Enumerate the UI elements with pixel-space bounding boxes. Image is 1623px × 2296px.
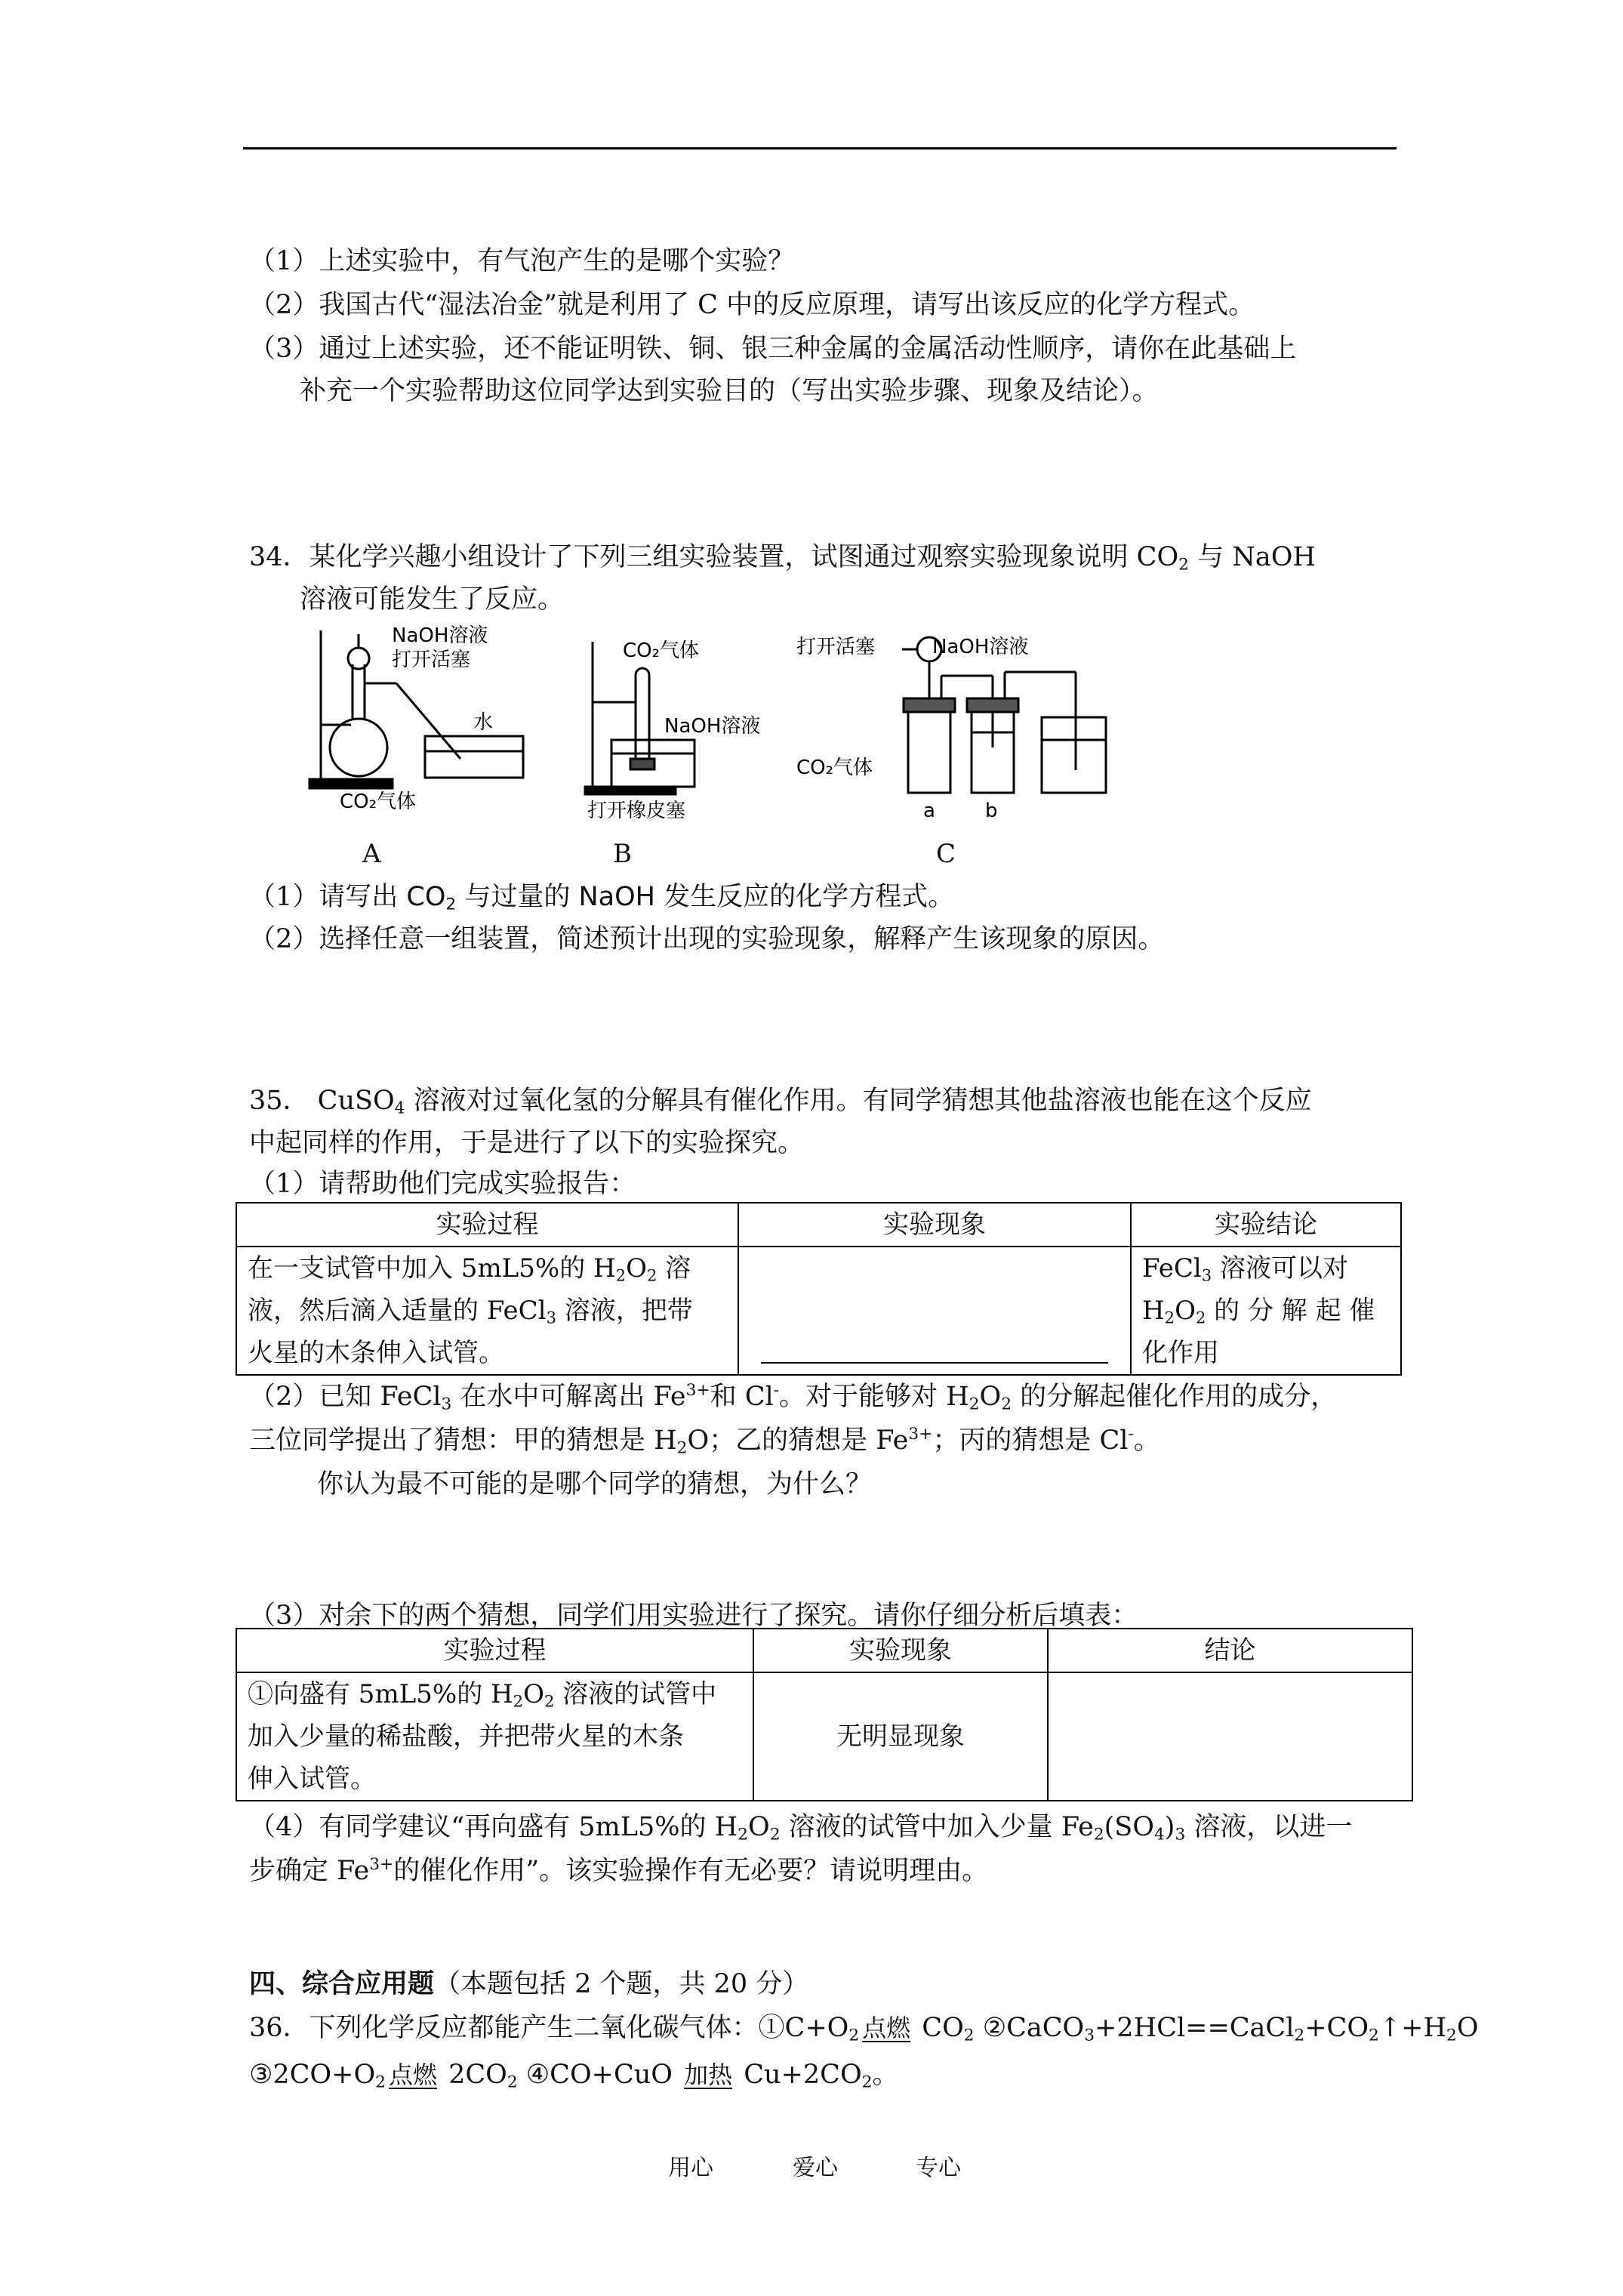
- apparatus-figure: [298, 619, 1393, 823]
- table-row: [236, 1247, 1401, 1375]
- q35-part2-line2: 三位同学提出了猜想：甲的猜想是 $H_2O$；乙的猜想是 $Fe^{3+}$；丙的猜想是 Cl-。: [249, 1424, 1160, 1458]
- q35-part2-line3: 你认为最不可能的是哪个同学的猜想，为什么？: [317, 1469, 873, 1499]
- table-cell-observation[interactable]: [738, 1247, 1131, 1375]
- table-header-cell: 实验现象: [753, 1629, 1048, 1672]
- fig-label-B: B: [613, 839, 632, 869]
- q33-part3-line2: 补充一个实验帮助这位同学达到实验目的（写出实验步骤、现象及结论）。: [300, 376, 1159, 406]
- q33-part2: （2）我国古代“湿法冶金”就是利用了 C 中的反应原理，请写出该反应的化学方程式。: [249, 290, 1255, 320]
- fig-label-A: A: [362, 839, 381, 869]
- q33-part3-line1: （3）通过上述实验，还不能证明铁、铜、银三种金属的金属活动性顺序，请你在此基础上: [249, 334, 1297, 364]
- q34-part1: （1）请写出 $CO_2$ 与过量的 NaOH 发生反应的化学方程式。: [249, 882, 955, 914]
- fig-A-open-label: 打开活塞: [392, 649, 471, 671]
- q35-part3: （3）对余下的两个猜想，同学们用实验进行了探究。请你仔细分析后填表：: [249, 1601, 1138, 1631]
- table-header-cell: 实验现象: [738, 1203, 1131, 1247]
- table-cell-conclusion: FeCl$_3$ 溶液可以对 $H_2O_2$ 的 分 解 起 催 化作用: [1131, 1247, 1401, 1375]
- header-rule: [243, 147, 1397, 149]
- fig-A-naoh-label: NaOH溶液: [392, 624, 488, 647]
- reaction-condition: 点燃: [388, 2060, 437, 2089]
- fig-C-co2-label: CO₂气体: [796, 757, 873, 779]
- table-header-cell: 实验过程: [236, 1203, 738, 1247]
- q35-part1: （1）请帮助他们完成实验报告：: [249, 1169, 636, 1199]
- footer-text-1: 用心: [668, 2155, 713, 2181]
- q35-part4-line2: 步确定 $Fe^{3+}$的催化作用”。该实验操作有无必要？请说明理由。: [249, 1854, 989, 1886]
- fig-C-b-label: b: [985, 800, 998, 822]
- footer-text-2: 爱心: [793, 2155, 838, 2181]
- fig-B-naoh-label: NaOH溶液: [664, 715, 761, 738]
- q35-part2-line1: （2）已知 FeCl$_3$ 在水中可解离出 $Fe^{3+}$和 Cl-。对于能够对 $H_2O_2$ 的分解起催化作用的成分，: [249, 1380, 1338, 1414]
- q35-stem-line2: 中起同样的作用，于是进行了以下的实验探究。: [249, 1128, 805, 1158]
- q35-part4-line1: （4）有同学建议“再向盛有 5mL5%的 $H_2O_2$ 溶液的试管中加入少量 $Fe_2(SO_4)_3$ 溶液，以进一: [249, 1812, 1353, 1845]
- fig-A-co2-label: CO₂气体: [340, 791, 417, 813]
- q34-stem-line1: 34．某化学兴趣小组设计了下列三组实验装置，试图通过观察实验现象说明 $CO_2$ 与 NaOH: [249, 542, 1316, 575]
- q36-line2: $③2CO+O_2$ 点燃 $2CO_2$ ④CO+CuO 加热 $Cu+2CO_2$。: [249, 2060, 899, 2092]
- table-header-row: [236, 1629, 1412, 1672]
- fig-A-water-label: 水: [473, 711, 494, 734]
- answer-blank-line[interactable]: [761, 1362, 1108, 1364]
- reaction-condition: 加热: [684, 2060, 733, 2089]
- q34-part2: （2）选择任意一组装置，简述预计出现的实验现象，解释产生该现象的原因。: [249, 924, 1165, 954]
- q34-stem-line2: 溶液可能发生了反应。: [300, 584, 565, 615]
- fig-C-open-label: 打开活塞: [796, 636, 876, 658]
- q36-line1: 36．下列化学反应都能产生二氧化碳气体：$①C+O_2$ 点燃 $CO_2$ $②CaCO_3+2HCl==CaCl_2+CO_2↑+H_2O$: [249, 2013, 1479, 2045]
- table-cell-procedure: 在一支试管中加入 5mL5%的 $H_2O_2$ 溶 液，然后滴入适量的 FeCl$_3$ 溶液，把带 火星的木条伸入试管。: [236, 1247, 738, 1375]
- q35-stem-line1: 35． CuSO$_4$ 溶液对过氧化氢的分解具有催化作用。有同学猜想其他盐溶液也能在这个反应: [249, 1086, 1312, 1118]
- table-header-cell: 结论: [1048, 1629, 1412, 1672]
- table-cell-procedure: ①向盛有 5mL5%的 $H_2O_2$ 溶液的试管中 加入少量的稀盐酸，并把带火星的木条 伸入试管。: [236, 1672, 753, 1801]
- q33-part1: （1）上述实验中，有气泡产生的是哪个实验？: [249, 246, 795, 276]
- experiment-report-table: [236, 1202, 1402, 1376]
- fig-C-naoh-label: NaOH溶液: [932, 636, 1029, 658]
- fig-label-C: C: [936, 839, 956, 869]
- hypothesis-test-table: [236, 1628, 1413, 1801]
- table-header-row: [236, 1203, 1401, 1247]
- footer-text-3: 专心: [916, 2155, 961, 2181]
- fig-B-co2-label: CO₂气体: [623, 639, 700, 662]
- fig-B-open-label: 打开橡皮塞: [587, 800, 686, 822]
- table-cell-observation: 无明显现象: [753, 1672, 1048, 1801]
- table-cell-conclusion-blank[interactable]: [1048, 1672, 1412, 1801]
- fig-C-a-label: a: [923, 800, 935, 822]
- table-header-cell: 实验结论: [1131, 1203, 1401, 1247]
- table-header-cell: 实验过程: [236, 1629, 753, 1672]
- reaction-condition: 点燃: [862, 2014, 911, 2042]
- table-row: [236, 1672, 1412, 1801]
- section4-heading: 四、综合应用题（本题包括 2 个题，共 20 分）: [249, 1968, 809, 1999]
